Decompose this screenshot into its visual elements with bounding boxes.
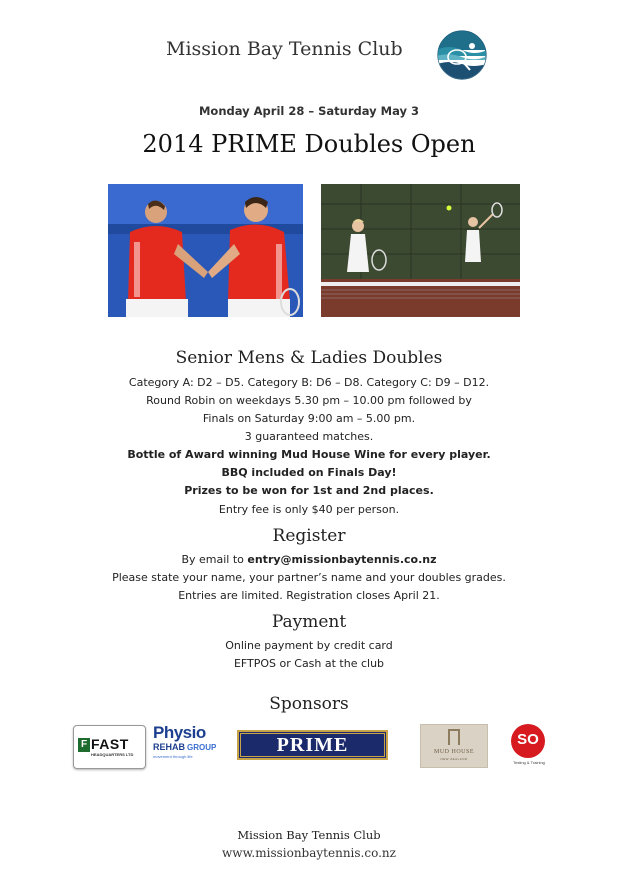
payment-eftpos-line: EFTPOS or Cash at the club — [233, 657, 385, 670]
register-closing-line: Entries are limited. Registration closes April 21. — [178, 589, 440, 602]
sponsors-heading: Sponsors — [269, 694, 349, 714]
club-name: Mission Bay Tennis Club — [166, 38, 403, 60]
register-email-prefix: By email to — [181, 553, 248, 566]
men-doubles-handshake-photo — [108, 184, 303, 317]
payment-online-line: Online payment by credit card — [225, 639, 393, 652]
physio-logo-group: GROUP — [187, 743, 217, 752]
mud-house-emblem — [448, 729, 460, 745]
physio-logo-tagline: movement through life — [153, 754, 193, 759]
senior-line-round-robin: Round Robin on weekdays 5.30 pm – 10.00 pm followed by — [146, 394, 472, 407]
event-dates: Monday April 28 – Saturday May 3 — [198, 104, 419, 118]
senior-line-bbq: BBQ included on Finals Day! — [221, 466, 397, 479]
register-heading: Register — [272, 526, 346, 546]
mud-house-logo-sub: NEW ZEALAND — [440, 757, 468, 761]
women-doubles-court-photo — [321, 184, 520, 317]
register-details-line: Please state your name, your partner’s name and your doubles grades. — [112, 571, 506, 584]
payment-heading: Payment — [271, 612, 347, 632]
sponsor-logos — [0, 722, 618, 772]
prime-logo-word: PRIME — [276, 734, 349, 756]
register-email-link[interactable]: entry@missionbaytennis.co.nz — [247, 553, 437, 566]
mud-house-logo-word: MUD HOUSE — [433, 749, 474, 755]
mud-house-sponsor-logo — [420, 724, 488, 768]
senior-line-entry-fee: Entry fee is only $40 per person. — [218, 503, 400, 516]
so-logo-mark: SO — [517, 731, 539, 748]
footer-website-link[interactable]: www.missionbaytennis.co.nz — [222, 846, 396, 860]
event-title: 2014 PRIME Doubles Open — [142, 130, 476, 158]
senior-doubles-heading: Senior Mens & Ladies Doubles — [175, 348, 443, 368]
physio-rehab-sponsor-logo — [148, 723, 218, 769]
physio-logo-rehab: REHAB — [153, 742, 186, 752]
prime-sponsor-logo — [237, 730, 388, 760]
senior-line-categories: Category A: D2 – D5. Category B: D6 – D8. Category C: D9 – D12. — [128, 376, 490, 389]
fast-logo-word: FAST — [91, 736, 129, 752]
physio-logo-word: Physio — [153, 723, 206, 742]
fast-logo-sub: HEADQUARTERS LTD — [91, 752, 134, 757]
so-sponsor-logo — [505, 724, 553, 770]
fast-sponsor-logo: F FAST HEADQUARTERS LTD — [73, 725, 146, 769]
footer-club-name: Mission Bay Tennis Club — [237, 828, 381, 842]
senior-line-wine: Bottle of Award winning Mud House Wine for every player. — [127, 448, 491, 461]
physio-logo-rehab-group — [153, 742, 216, 752]
senior-line-matches: 3 guaranteed matches. — [244, 430, 374, 443]
club-header — [0, 30, 618, 80]
so-logo-tagline: Testing & Training — [513, 760, 545, 765]
senior-line-finals: Finals on Saturday 9:00 am – 5.00 pm. — [202, 412, 416, 425]
tennis-racket-wave-logo — [437, 30, 487, 80]
senior-line-prizes: Prizes to be won for 1st and 2nd places. — [184, 484, 434, 497]
register-email-line — [0, 551, 618, 569]
